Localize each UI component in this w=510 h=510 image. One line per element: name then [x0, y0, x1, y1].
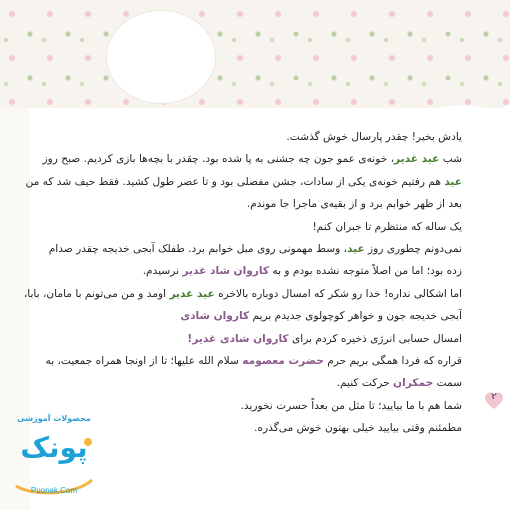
story-line-13: شما هم با ما بیایید؛ تا مثل من بعداً حسرت نخورید.	[240, 399, 462, 412]
highlight-eid-ghadir: عید غدیر	[394, 153, 440, 166]
logo-url: Puonak.Com	[30, 486, 78, 495]
highlight-caravan: کاروان شادی غدیر!	[187, 332, 289, 345]
logo-tagline: محصولات آموزشی	[17, 414, 91, 423]
story-line-5: یک ساله که منتظرم تا جبران کنم!	[312, 220, 462, 233]
story-line-9: آبجی خدیجه جون و خواهر کوچولوی جدیدم بریم کاروان شادی	[180, 310, 462, 323]
page-number: ۲	[491, 392, 497, 402]
story-line-1: یادش بخیر! چقدر پارسال خوش گذشت.	[286, 131, 462, 143]
story-line-8: اما اشکالی نداره! خدا رو شکر که امسال دوباره بالاخره عید غدیر اومد و من می‌تونم با مامان، بابا،	[23, 287, 462, 300]
story-line-2: شب عید غدیر، خونه‌ی عمو جون چه جشنی به پا شده بود. چقدر با بچه‌ها بازی کردیم. صبح روز	[42, 153, 462, 166]
story-line-3: عید هم رفتیم خونه‌ی یکی از سادات، جشن مفصلی بود و تا عصر طول کشید. فقط حیف شد که من	[25, 175, 462, 188]
die-cut-hole	[106, 10, 216, 104]
story-line-11: قراره که فردا همگی بریم حرم حضرت معصومه سلام الله علیها؛ تا از اونجا همراه جمعیت، به	[45, 355, 462, 368]
highlight-eid: عید	[444, 175, 462, 188]
story-line-6: نمی‌دونم چطوری روز عید، وسط مهمونی روی مبل خوابم برد. طفلک آبجی خدیجه چقدر صدام	[48, 243, 462, 256]
story-line-12: سمت جمکران حرکت کنیم.	[336, 377, 462, 390]
highlight-jamkaran: جمکران	[393, 377, 434, 390]
logo-wordmark: پونک	[20, 431, 88, 464]
highlight-shrine: حضرت معصومه	[242, 355, 324, 368]
highlight-eid-ghadir: عید غدیر	[169, 287, 215, 300]
highlight-caravan: کاروان شاد غدیر	[182, 265, 270, 278]
story-text	[23, 126, 462, 440]
story-line-4: بعد از ظهر خوابم برد و از بقیه‌ی ماجرا جا موندم.	[246, 198, 462, 211]
highlight-caravan: کاروان شادی	[180, 310, 250, 323]
story-line-7: زده بود؛ اما من اصلاً متوجه نشده بودم و به کاروان شاد غدیر نرسیدم.	[142, 265, 462, 278]
story-line-14: مطمئنم وقتی بیایید خیلی بهتون خوش می‌گذره.	[254, 422, 462, 435]
story-line-10: امسال حسابی انرژی ذخیره کردم برای کاروان شادی غدیر!	[187, 332, 462, 345]
highlight-eid: عید	[347, 243, 365, 256]
